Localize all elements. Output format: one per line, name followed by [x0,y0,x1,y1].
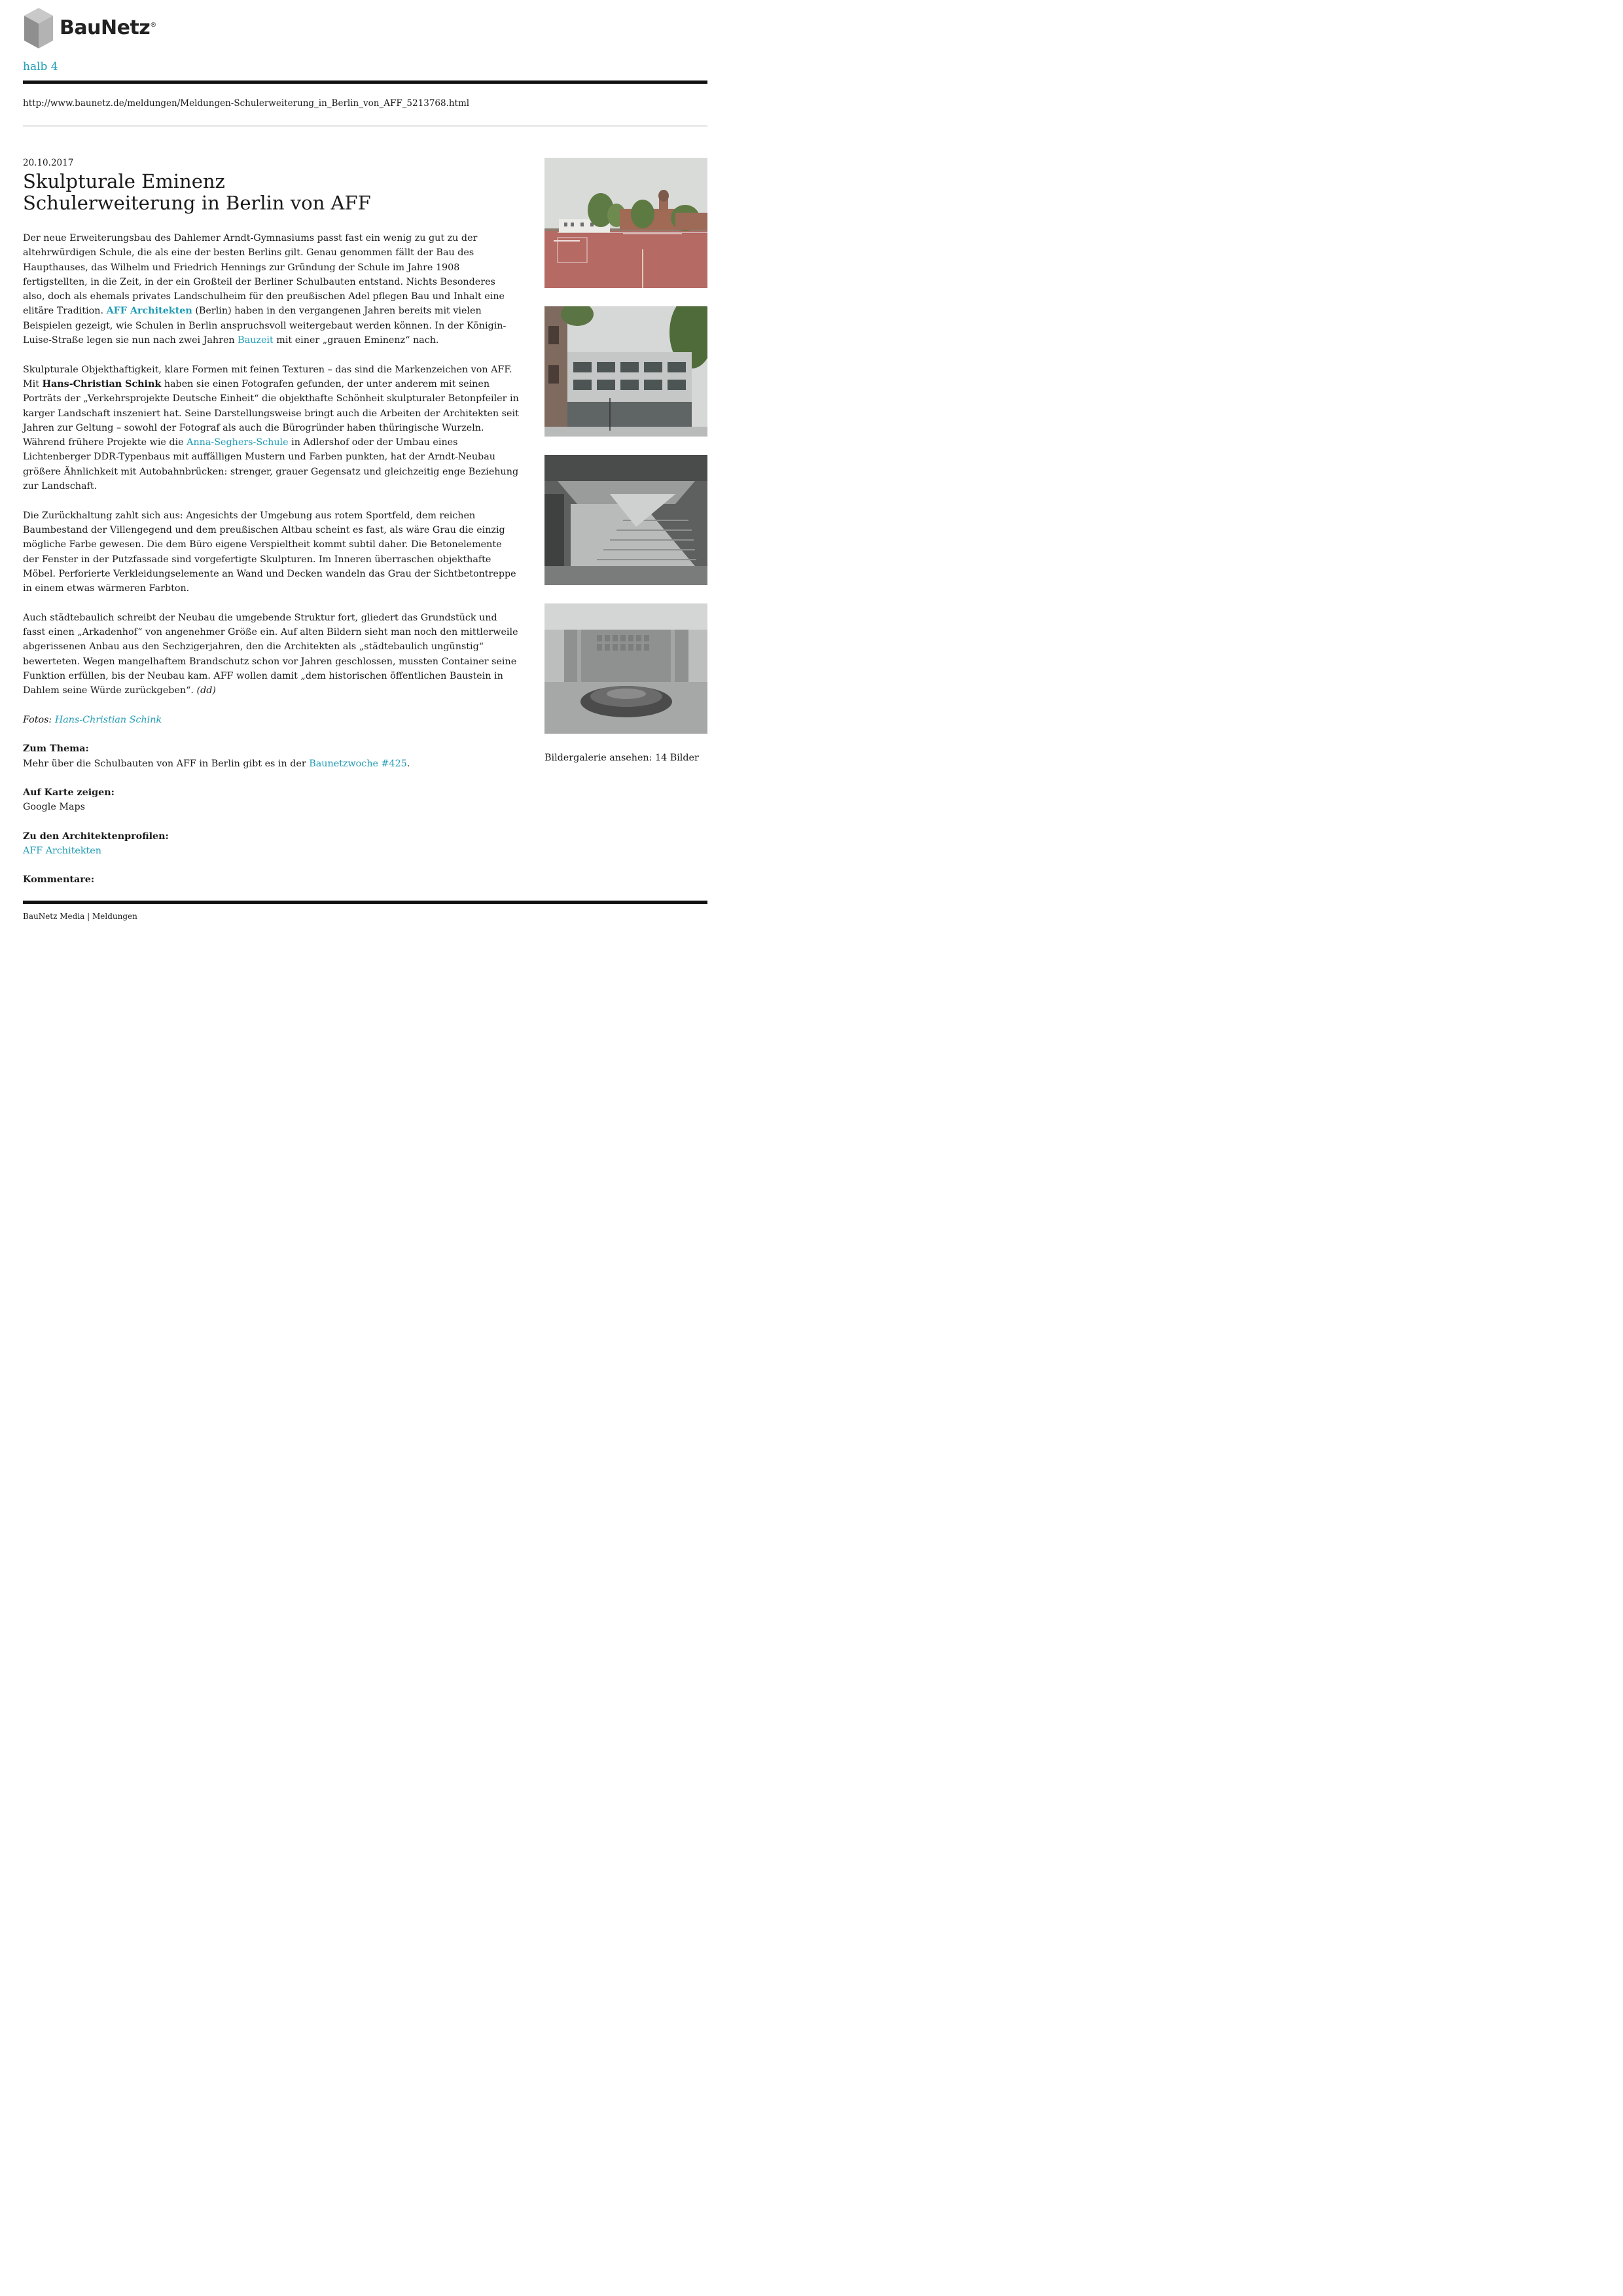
google-maps-text[interactable]: Google Maps [23,802,86,813]
gallery-image-staircase[interactable] [544,455,707,585]
paragraph-1: Der neue Erweiterungsbau des Dahlemer Arndt-Gymnasiums passt fast ein wenig zu gut zu der altehrwürdigen Schule, die als eine der besten Berlins gilt. Genau genommen fällt der Bau des Haupthauses, das Wilhelm und Friedrich Hennings zur Gründung der Schule im Jahre 1908 fertigstellten, in die Zeit, in der ein Großteil der Berliner Schulbauten entstand. Nichts Besonderes also, doch als ehemals privates Landschulheim für den preußischen Adel pflegen Bau und Inhalt eine elitäre Tradition. AFF Architekten (Berlin) haben in den vergangenen Jahren bereits mit vielen Beispielen gezeigt, wie Schulen in Berlin anspruchsvoll weitergebaut werden können. In der Königin-Luise-Straße legen sie nun nach zwei Jahren Bauzeit mit einer „grauen Eminenz“ nach. [23,233,507,346]
photo-credit: Fotos: Hans-Christian Schink [23,714,162,725]
baunetz-logo[interactable] [23,7,160,50]
baunetzwoche-link[interactable]: Baunetzwoche #425 [309,758,407,769]
topic-label: Zum Thema: [23,744,89,755]
cube-logo-icon [23,7,56,50]
article-date: 20.10.2017 [23,158,74,168]
header-rule [23,81,707,84]
title-line-2: Schulerweiterung in Berlin von AFF [23,192,371,214]
section-label[interactable]: halb 4 [23,60,58,73]
comments-block [23,872,520,887]
article-body [23,231,520,901]
paragraph-3: Die Zurückhaltung zahlt sich aus: Angesichts der Umgebung aus rotem Sportfeld, dem reichen Baumbestand der Villengegend und dem preußischen Altbau scheint es fast, als wäre Grau die einzig mögliche Farbe gewesen. Die dem Büro eigene Verspieltheit kommt subtil daher. Die Betonelemente der Fenster in der Putzfassade sind vorgefertigte Skulpturen. Im Inneren überraschen objekthafte Möbel. Perforierte Verkleidungselemente an Wand und Decken wandeln das Grau der Sichtbetontreppe in einem etwas wärmeren Farbton. [23,510,516,594]
aff-architekten-link[interactable]: AFF Architekten [106,306,192,317]
topic-block: Zum Thema: Mehr über die Schulbauten von AFF in Berlin gibt es in der Baunetzwoche #425. [23,742,520,771]
gallery-image-facade[interactable] [544,306,707,437]
article-title [23,171,371,214]
map-label: Auf Karte zeigen: [23,787,115,798]
logo-text: BauNetz® [60,16,156,39]
paragraph-2: Skulpturale Objekthaftigkeit, klare Formen mit feinen Texturen – das sind die Markenzeichen von AFF. Mit Hans-Christian Schink haben sie einen Fotografen gefunden, der unter anderem mit seinen Porträts der „Verkehrsprojekte Deutsche Einheit“ die objekthafte Schönheit skulpturaler Betonpfeiler in karger Landschaft inszeniert hat. Seine Darstellungsweise bringt auch die Arbeiten der Architekten seit Jahren zur Geltung – sowohl der Fotograf als auch die Bürogründer haben thüringische Wurzeln. Während frühere Projekte wie die Anna-Seghers-Schule in Adlershof oder der Umbau eines Lichtenberger DDR-Typenbaus mit auffälligen Mustern und Farben punkten, hat der Arndt-Neubau größere Ähnlichkeit mit Autobahnbrücken: strenger, grauer Gegensatz und gleichzeitig enge Beziehung zur Landschaft. [23,364,519,492]
footer-text: BauNetz Media | Meldungen [23,912,137,921]
gallery-image-exterior-field[interactable] [544,158,707,288]
profiles-block [23,829,520,859]
paragraph-4: Auch städtebaulich schreibt der Neubau die umgebende Struktur fort, gliedert das Grundstück und fasst einen „Arkadenhof“ von angenehmer Größe ein. Auf alten Bildern sieht man noch den mittlerweile abgerissenen Anbau aus den Sechzigerjahren, den die Architekten als „städtebaulich ungünstig“ bewerteten. Wegen mangelhaftem Brandschutz schon vor Jahren geschlossen, mussten Container seine Funktion erfüllen, bis der Neubau kam. AFF wollen damit „dem historischen öffentlichen Baustein in Dahlem seine Würde zurückgeben“. (dd) [23,612,518,696]
footer-rule [23,901,707,904]
page-url: http://www.baunetz.de/meldungen/Meldungen-Schulerweiterung_in_Berlin_von_AFF_5213768.html [23,98,470,109]
profiles-label: Zu den Architektenprofilen: [23,831,169,842]
map-block [23,785,520,815]
comments-label: Kommentare: [23,874,95,886]
anna-seghers-schule-link[interactable]: Anna-Seghers-Schule [187,437,289,448]
gallery-image-lobby[interactable] [544,603,707,734]
photographer-name: Hans-Christian Schink [42,378,162,389]
gallery-link[interactable]: Bildergalerie ansehen: 14 Bilder [544,753,699,763]
bauzeit-link[interactable]: Bauzeit [238,335,274,346]
title-line-1: Skulpturale Eminenz [23,170,225,192]
photographer-link[interactable]: Hans-Christian Schink [54,714,162,725]
architect-profile-link[interactable]: AFF Architekten [23,845,101,856]
